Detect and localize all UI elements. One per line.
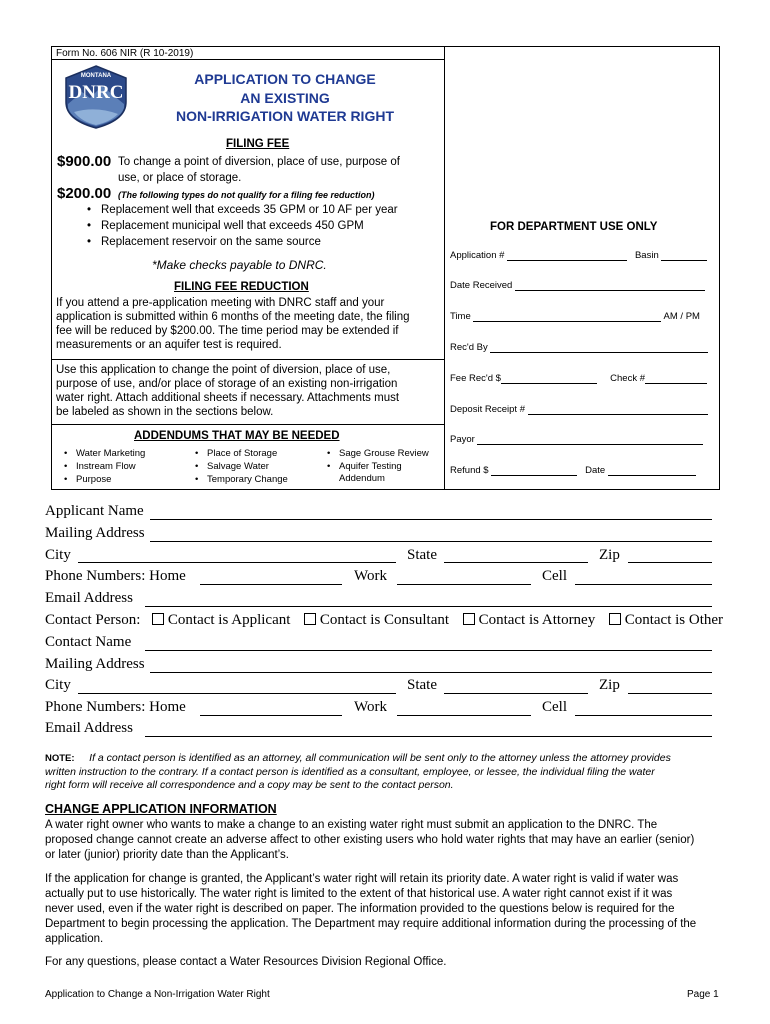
divider	[51, 424, 445, 425]
addendum-item: • Water Marketing	[76, 448, 145, 459]
applicant-phone-label: Phone Numbers: Home	[45, 568, 186, 584]
form-title-line-2: AN EXISTING	[240, 90, 330, 106]
fee-description: To change a point of diversion, place of use, purpose of	[118, 156, 400, 168]
fee-amount-200: $200.00	[57, 185, 112, 202]
addendums-heading: ADDENDUMS THAT MAY BE NEEDED	[134, 430, 340, 442]
applicant-work-label: Work	[354, 568, 387, 584]
form-title-line-1: APPLICATION TO CHANGE	[194, 71, 376, 87]
received-by-field: Rec'd By	[450, 342, 708, 353]
addendum-item: • Instream Flow	[76, 461, 136, 472]
addendum-item: • Salvage Water	[207, 461, 269, 472]
addendum-item: • Aquifer Testing	[339, 461, 402, 472]
fee-amount-900: $900.00	[57, 153, 112, 170]
exclusion-item: • Replacement reservoir on the same source	[101, 236, 321, 248]
dnrc-logo	[60, 64, 132, 130]
date-received-field: Date Received	[450, 280, 705, 291]
contact-applicant-option[interactable]: Contact is Applicant	[152, 612, 290, 628]
contact-email-input[interactable]	[145, 736, 712, 737]
checkbox[interactable]	[609, 613, 621, 625]
contact-cell-input[interactable]	[575, 715, 712, 716]
form-title-line-3: NON-IRRIGATION WATER RIGHT	[175, 108, 395, 124]
addendum-item-continued: Addendum	[339, 473, 385, 484]
contact-consultant-option[interactable]: Contact is Consultant	[304, 612, 449, 628]
contact-mailing-label: Mailing Address	[45, 656, 145, 672]
applicant-mailing-input[interactable]	[150, 541, 712, 542]
contact-zip-label: Zip	[599, 677, 620, 693]
refund-field: Refund $ Date	[450, 465, 696, 476]
reduction-text: If you attend a pre-application meeting with DNRC staff and your application is submitted within 6 months of the meeting date, the filing fee will be reduced by $200.00. The time period may be extended if measurements or an aquifer test is required.	[56, 297, 410, 351]
filing-fee-heading: FILING FEE	[226, 138, 290, 150]
divider	[51, 59, 445, 60]
contact-email-label: Email Address	[45, 720, 133, 736]
divider	[51, 359, 445, 360]
applicant-state-input[interactable]	[444, 562, 588, 563]
svg-text:DNRC: DNRC	[68, 82, 124, 103]
usage-instructions: Use this application to change the point of diversion, place of use, purpose of use, and/or place of storage of an existing non-irrigation water right. Attach additional sheets if necessary. Attachments must be labeled as shown in the sections below.	[56, 364, 400, 418]
contact-person-row	[45, 612, 723, 629]
applicant-email-label: Email Address	[45, 590, 133, 606]
deposit-receipt-field: Deposit Receipt #	[450, 404, 708, 415]
checkbox[interactable]	[304, 613, 316, 625]
department-use-heading: FOR DEPARTMENT USE ONLY	[490, 221, 658, 233]
addendum-item: • Purpose	[76, 474, 111, 485]
contact-attorney-option[interactable]: Contact is Attorney	[463, 612, 596, 628]
svg-text:MONTANA: MONTANA	[80, 73, 112, 79]
applicant-cell-label: Cell	[542, 568, 567, 584]
contact-other-option[interactable]: Contact is Other	[609, 612, 723, 628]
contact-city-label: City	[45, 677, 71, 693]
reduction-heading: FILING FEE REDUCTION	[174, 281, 309, 293]
contact-city-input[interactable]	[78, 693, 396, 694]
applicant-email-input[interactable]	[145, 606, 712, 607]
contact-person-label: Contact Person:	[45, 612, 141, 628]
contact-state-input[interactable]	[444, 693, 588, 694]
contact-phone-label: Phone Numbers: Home	[45, 699, 186, 715]
time-field: Time AM / PM	[450, 311, 700, 322]
applicant-cell-input[interactable]	[575, 584, 712, 585]
applicant-mailing-label: Mailing Address	[45, 525, 145, 541]
contact-zip-input[interactable]	[628, 693, 712, 694]
change-info-heading: CHANGE APPLICATION INFORMATION	[45, 802, 277, 816]
contact-work-label: Work	[354, 699, 387, 715]
contact-home-phone-input[interactable]	[200, 715, 342, 716]
change-info-paragraph-1: A water right owner who wants to make a change to an existing water right must submit an application to the DNRC. The proposed change cannot create an adverse affect to other existing users who hold water rights that may have an earlier (senior) or later (junior) priority date than the Applicant’s.	[45, 819, 695, 861]
fee-description: use, or place of storage.	[118, 172, 242, 184]
applicant-work-phone-input[interactable]	[397, 584, 531, 585]
contact-name-input[interactable]	[145, 650, 712, 651]
change-info-paragraph-2: If the application for change is granted, the Applicant’s water right will retain its priority date. A water right is valid if water was actually put to use historically. The water right is limited to the extent of that historical use. A water right cannot exist if it was never used, even if the water right is described on paper. The information provided to the questions below is required for the Department to begin processing the application. The Department may require additional information during the processing of the application.	[45, 873, 697, 945]
applicant-home-phone-input[interactable]	[200, 584, 342, 585]
footer-title: Application to Change a Non-Irrigation Water Right	[45, 989, 270, 1000]
applicant-state-label: State	[407, 547, 437, 563]
applicant-city-input[interactable]	[78, 562, 396, 563]
fee-received-field: Fee Rec'd $ Check #	[450, 373, 707, 384]
contact-work-phone-input[interactable]	[397, 715, 531, 716]
exclusion-item: • Replacement municipal well that exceeds 450 GPM	[101, 220, 364, 232]
applicant-zip-label: Zip	[599, 547, 620, 563]
applicant-name-label: Applicant Name	[45, 503, 144, 519]
contact-name-label: Contact Name	[45, 634, 132, 650]
addendum-item: • Place of Storage	[207, 448, 277, 459]
exclusion-item: • Replacement well that exceeds 35 GPM or 10 AF per year	[101, 204, 398, 216]
contact-mailing-input[interactable]	[150, 672, 712, 673]
checkbox[interactable]	[463, 613, 475, 625]
checkbox[interactable]	[152, 613, 164, 625]
attorney-note: NOTE: If a contact person is identified as an attorney, all communication will be sent only to the attorney unless the attorney provides written instruction to the contrary. If a contact person is identified as a consultant, employee, or lessee, the individual filing the water right form will receive all correspondence and a copy may be sent to the contact person.	[45, 752, 671, 791]
contact-state-label: State	[407, 677, 437, 693]
contact-regional-office-text: For any questions, please contact a Water Resources Division Regional Office.	[45, 956, 447, 968]
addendum-item: • Sage Grouse Review	[339, 448, 429, 459]
checks-payable-note: *Make checks payable to DNRC.	[152, 258, 327, 272]
applicant-name-input[interactable]	[150, 519, 712, 520]
page-number: Page 1	[687, 989, 719, 1000]
applicant-zip-input[interactable]	[628, 562, 712, 563]
fee-reduction-exclusion: (The following types do not qualify for a filing fee reduction)	[118, 190, 375, 200]
application-number-field: Application # Basin	[450, 250, 707, 261]
applicant-city-label: City	[45, 547, 71, 563]
note-label: NOTE:	[45, 753, 75, 764]
payor-field: Payor	[450, 434, 703, 445]
contact-cell-label: Cell	[542, 699, 567, 715]
form-number: Form No. 606 NIR (R 10-2019)	[56, 48, 194, 59]
addendum-item: • Temporary Change	[207, 474, 288, 485]
